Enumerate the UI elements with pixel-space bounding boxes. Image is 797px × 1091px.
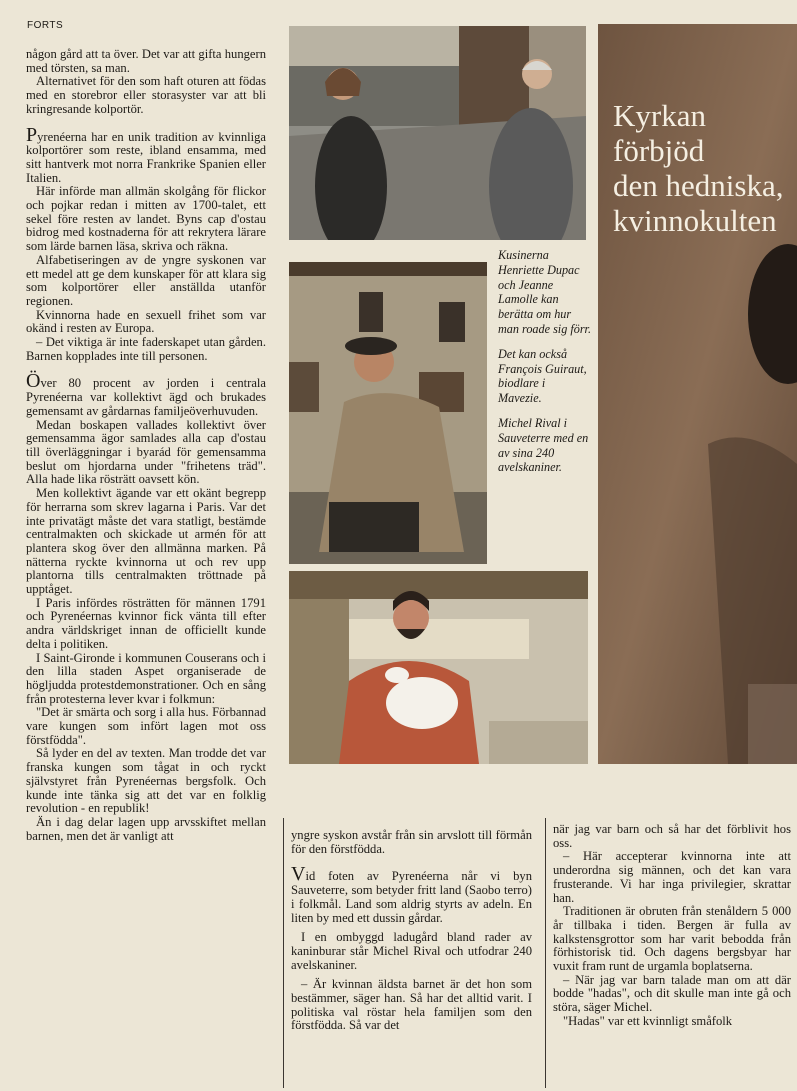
caption-beekeeper: Det kan också François Guiraut, biodlare i Mavezie. [498,346,587,406]
paragraph: – När jag var barn talade man om att där bodde "hadas", och dit skulle man inte gå och störa, säger Michel. [553,972,791,1015]
paragraph: I Saint-Gironde i kommunen Couserans och i den lilla staden Aspet organiserade de högljudda protestdemonstrationer. Och en sång från protesterna lever kvar i folkmun: [26,650,266,706]
paragraph: Pyrenéerna har en unik tradition av kvinnliga kolportörer som reste, ibland ensamma, med sitt hantverk mot norra Frankrike Spanien eller Italien. [26,123,266,185]
paragraph: Men kollektivt ägande var ett okänt begrepp för herrarna som skrev lagarna i Paris. Var det inte privatägt måste det vara statligt, bestämde centralmakten och skickade ut armén för att plantera skog över den allmänna marken. På nätterna ryckte kvinnorna ut och rev upp plantorna tills centralmakten tröttnade på upptåget. [26,486,266,597]
photo-rabbit [289,571,588,764]
caption-cousins: Kusinerna Henriette Dupac och Jeanne Lamolle kan berätta om hur man roade sig förr. [498,248,591,336]
paragraph: Alternativet för den som haft oturen att födas med en storebror eller storasyster var att bli kringresande kolportör. [26,74,266,116]
paragraph: – Här accepterar kvinnorna inte att underordna sig männen, och det kan vara frusterande. Vi har inga privilegier, skrattar han. [553,849,791,905]
caption-rabbit: Michel Rival i Sauveterre med en av sina 240 avelskaniner. [498,415,589,475]
photo-captions [498,248,591,485]
paragraph: när jag var barn och så har det förblivit hos oss. [553,822,791,850]
paragraph: Vid foten av Pyrenéerna når vi byn Sauveterre, som betyder fritt land (Saobo terro) i folkmål. Land som aldrig styrts av adeln. En liten by med ett dussin gårdar. [291,863,532,925]
article-column-2 [291,829,532,1033]
paragraph: I Paris infördes rösträtten för männen 1791 och Pyrenéernas kvinnor fick vänta till efter andra världskriget innan de officiellt kunde delta i politiken. [26,595,266,651]
paragraph: Här införde man allmän skolgång för flickor och pojkar redan i mitten av 1700-talet, ett sekel före resten av landet. Byns cap d'ostau bidrog med kostnaderna för att rekrytera lärare som lärde barnen läsa, skriva och räkna. [26,184,266,254]
paragraph: Traditionen är obruten från stenåldern 5 000 år tillbaka i tiden. Bergen är fulla av kalkstensgrottor som har varit bebodda från förhistorisk tid. Och dagens bergsbyar har vuxit fram runt de urgamla boplatserna. [553,904,791,974]
paragraph: I en ombyggd ladugård bland rader av kaninburar står Michel Rival och utfodrar 240 avelskaniner. [291,930,532,972]
paragraph: Över 80 procent av jorden i centrala Pyrenéerna var kollektivt ägd och brukades gemensamt av gårdarnas familjeöverhuvuden. [26,370,266,418]
paragraph: någon gård att ta över. Det var att gifta hungern med törsten, sa man. [26,47,266,75]
paragraph: Än i dag delar lagen upp arvsskiftet mellan barnen, men det är vanligt att [26,814,266,843]
photo-beekeeper [289,262,487,564]
paragraph: "Hadas" var ett kvinnligt småfolk [563,1013,733,1028]
article-column-3 [553,823,791,1029]
cousins-illustration [289,26,586,240]
paragraph: Medan boskapen vallades kollektivt över gemensamma ägor samlades alla cap d'ostau till överläggningar i byarád för gemensamma beslut om hjordarna under "frihetens träd". Alla hade lika rösträtt oavsett kön. [26,417,266,487]
paragraph: Alfabetiseringen av de yngre syskonen var ett medel att ge dem kunskaper för att klara sig som kolportörer eller anställda utanför regionen. [26,252,266,308]
headline-line: den hedniska, [613,168,784,203]
paragraph: – Är kvinnan äldsta barnet är det hon som bestämmer, säger han. Så har det alltid varit. I politiska val röstar hela familjen som den förstfödda. Så var det [291,977,532,1033]
headline-line: Kyrkan [613,98,706,133]
headline [613,98,795,238]
paragraph: yngre syskon avstår från sin arvslott till förmån för den förstfödda. [291,828,532,856]
paragraph: Kvinnorna hade en sexuell frihet som var okänd i resten av Europa. [26,307,266,336]
column-divider [283,818,284,1088]
paragraph: – Det viktiga är inte faderskapet utan gården. Barnen kopplades inte till personen. [26,335,266,363]
photo-cousins [289,26,586,240]
running-head: FORTS [27,20,64,31]
article-column-1 [26,48,266,843]
paragraph: Så lyder en del av texten. Man trodde det var franska kungen som tågat in och ryckt självstyret från Pyrenéernas bergsfolk. Och kunde inte tänka sig att det var en folklig revolution - en republik! [26,746,266,816]
column-divider [545,818,546,1088]
beekeeper-illustration [289,262,487,564]
rabbit-illustration [289,571,588,764]
headline-line: kvinnokulten [613,203,777,238]
headline-line: förbjöd [613,133,705,168]
paragraph: "Det är smärta och sorg i alla hus. Förbannad vare kungen som infört lagen mot oss förstfödda". [26,705,266,747]
